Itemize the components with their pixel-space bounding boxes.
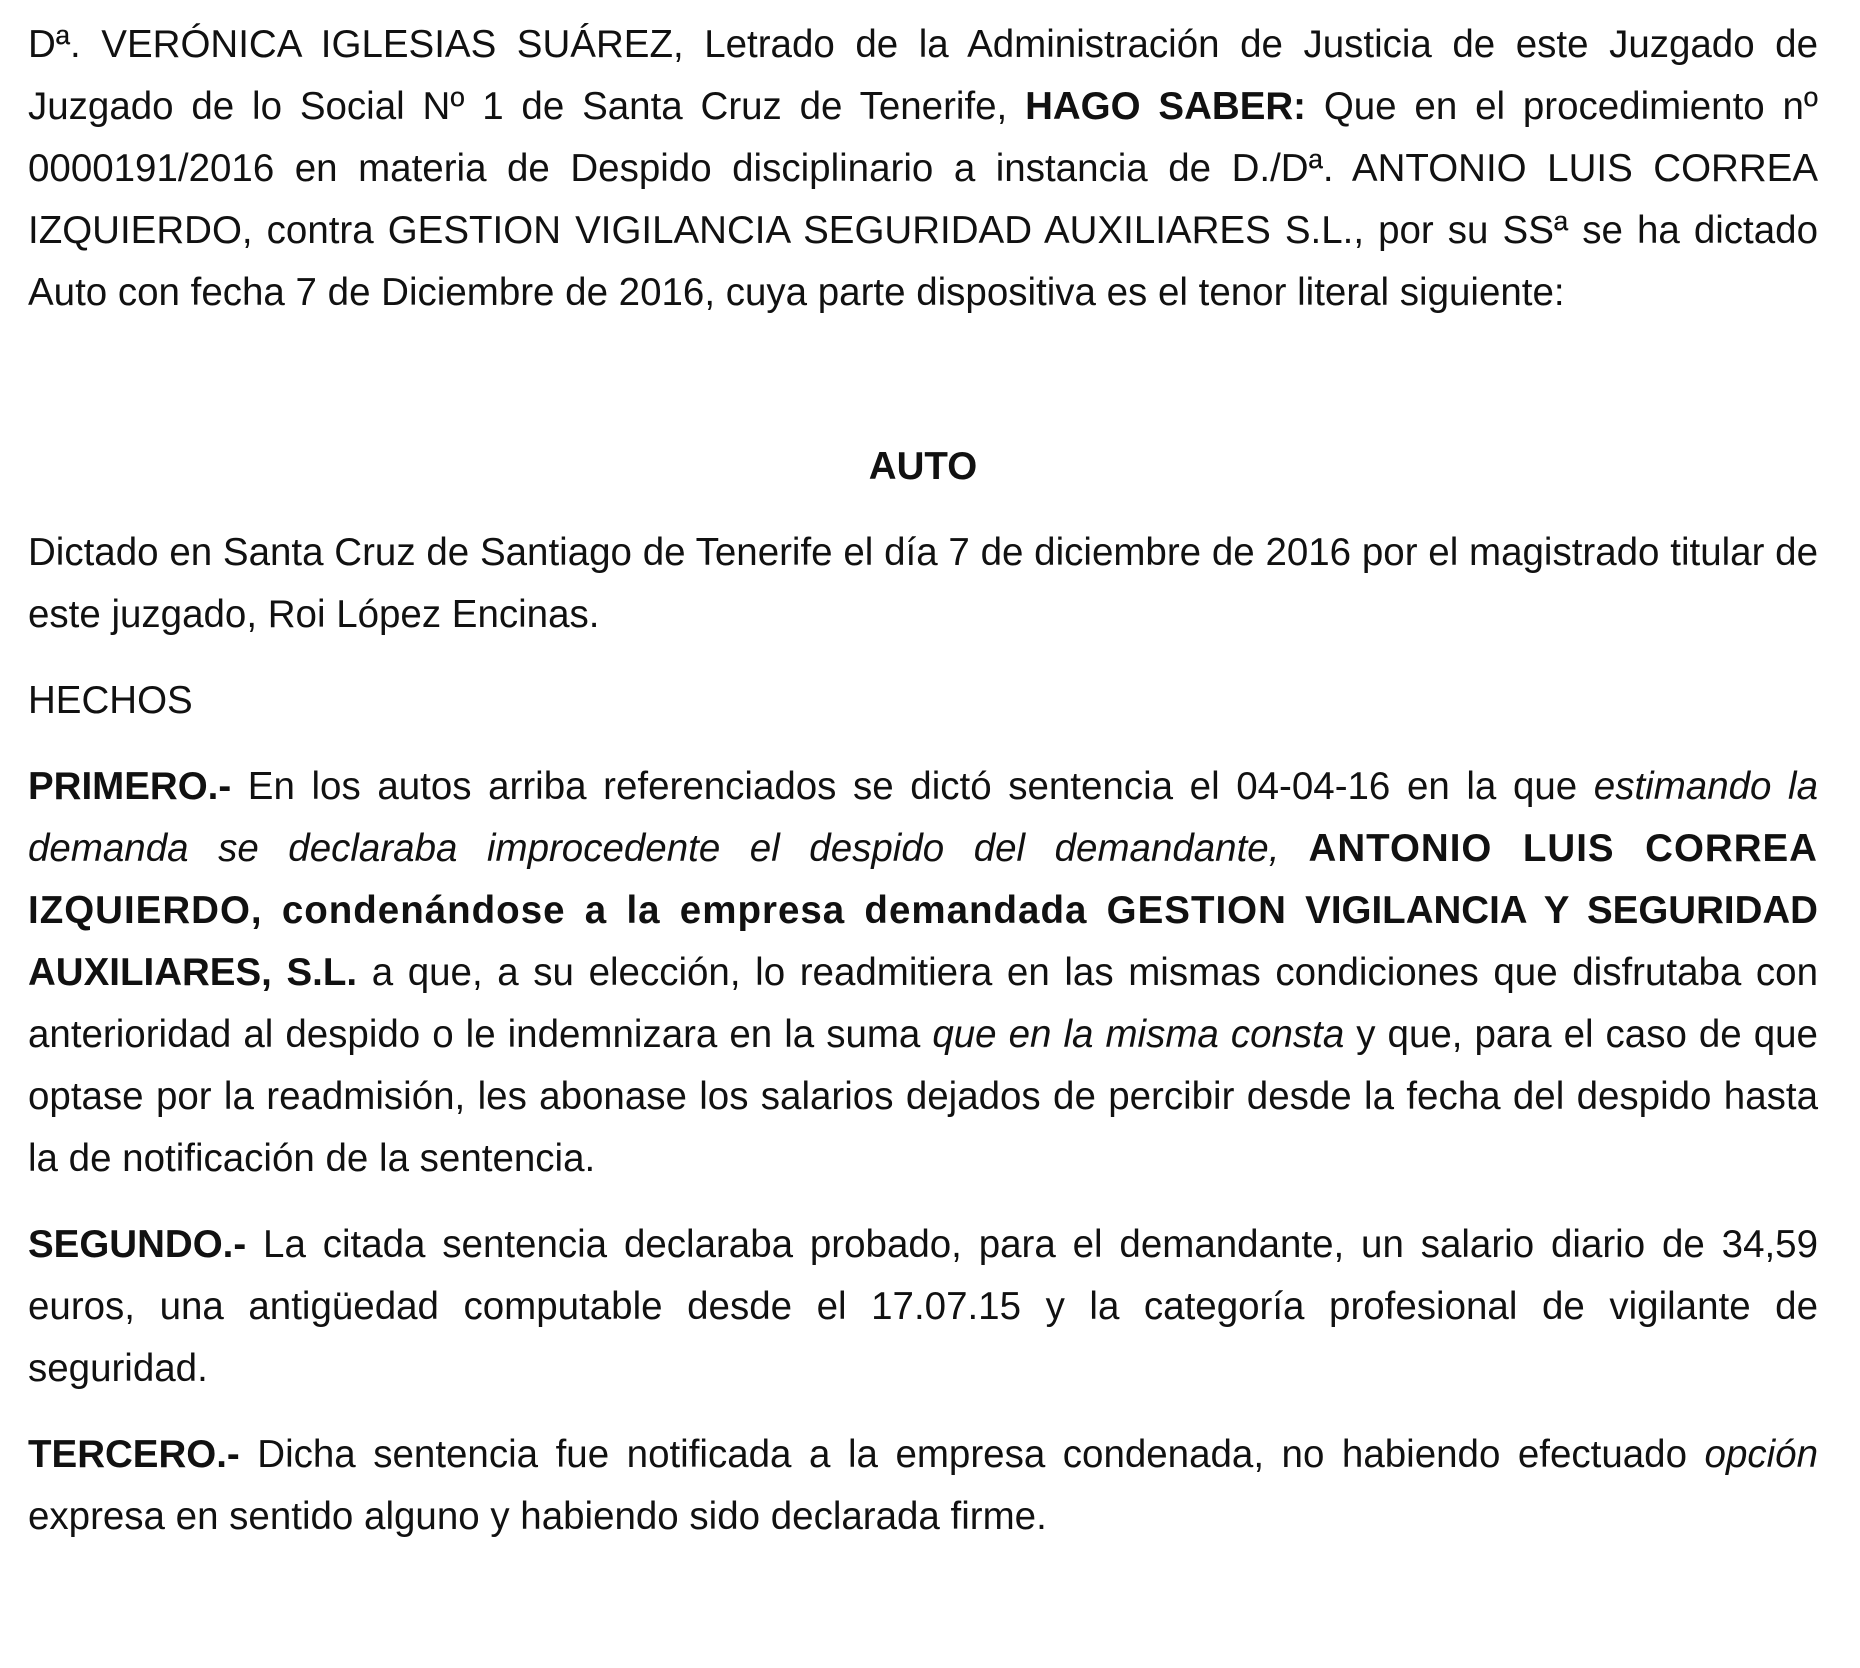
document-page [28, 14, 1818, 1548]
tercero-paragraph [28, 1424, 1818, 1548]
intro-text-2: Que en el procedimiento nº 0000191/2016 en materia de Despido disciplinario a instancia de D./Dª. ANTONIO LUIS CORREA IZQUIERDO, contra GESTION VIGILANCIA SEGURIDAD AUXILIARES S.L., por su SSª se ha dictado Auto con fecha 7 de Diciembre de 2016, cuya parte dispositiva es el tenor literal siguiente: [28, 85, 1818, 314]
tercero-text-2: expresa en sentido alguno y habiendo sido declarada firme. [28, 1495, 1047, 1538]
primero-bold-1: ANTONIO LUIS CORREA IZQUIERDO, condenándose a la empresa demandada GESTION [28, 827, 1818, 932]
segundo-text: La citada sentencia declaraba probado, para el demandante, un salario diario de 34,59 euros, una antigüedad computable desde el 17.07.15 y la categoría profesional de vigilante de seguridad. [28, 1223, 1818, 1390]
primero-italic-2: que en la misma consta [932, 1013, 1345, 1056]
primero-text-2: a que, a su elección, lo readmitiera en las mismas condiciones que disfrutaba con anterioridad al despido o le indemnizara en la suma [28, 951, 1818, 1056]
intro-text-1: Dª. VERÓNICA IGLESIAS SUÁREZ, Letrado de la Administración de Justicia de este Juzgado de Juzgado de lo Social Nº 1 de Santa Cruz de Tenerife, [28, 23, 1818, 128]
tercero-label: TERCERO.- [28, 1433, 240, 1476]
hago-saber: HAGO SABER: [1025, 85, 1306, 128]
primero-bold-2: VIGILANCIA Y SEGURIDAD AUXILIARES, S.L. [28, 889, 1818, 994]
primero-italic-1: estimando la demanda se declaraba improcedente el despido del demandante, [28, 765, 1818, 870]
primero-text-1: En los autos arriba referenciados se dictó sentencia el 04-04-16 en la que [231, 765, 1594, 808]
primero-text-3: y que, para el caso de que optase por la readmisión, les abonase los salarios dejados de percibir desde la fecha del despido hasta la de notificación de la sentencia. [28, 1013, 1818, 1180]
intro-paragraph [28, 14, 1818, 324]
tercero-text-1: Dicha sentencia fue notificada a la empresa condenada, no habiendo efectuado [239, 1433, 1705, 1476]
primero-paragraph [28, 756, 1818, 1190]
primero-label: PRIMERO.- [28, 765, 232, 808]
segundo-paragraph [28, 1214, 1818, 1400]
dictado-paragraph: Dictado en Santa Cruz de Santiago de Tenerife el día 7 de diciembre de 2016 por el magistrado titular de este juzgado, Roi López Encinas. [28, 531, 1818, 636]
document-title: AUTO [868, 445, 978, 488]
tercero-italic: opción [1704, 1433, 1818, 1476]
segundo-label: SEGUNDO.- [28, 1223, 247, 1266]
hechos-heading: HECHOS [28, 679, 193, 722]
